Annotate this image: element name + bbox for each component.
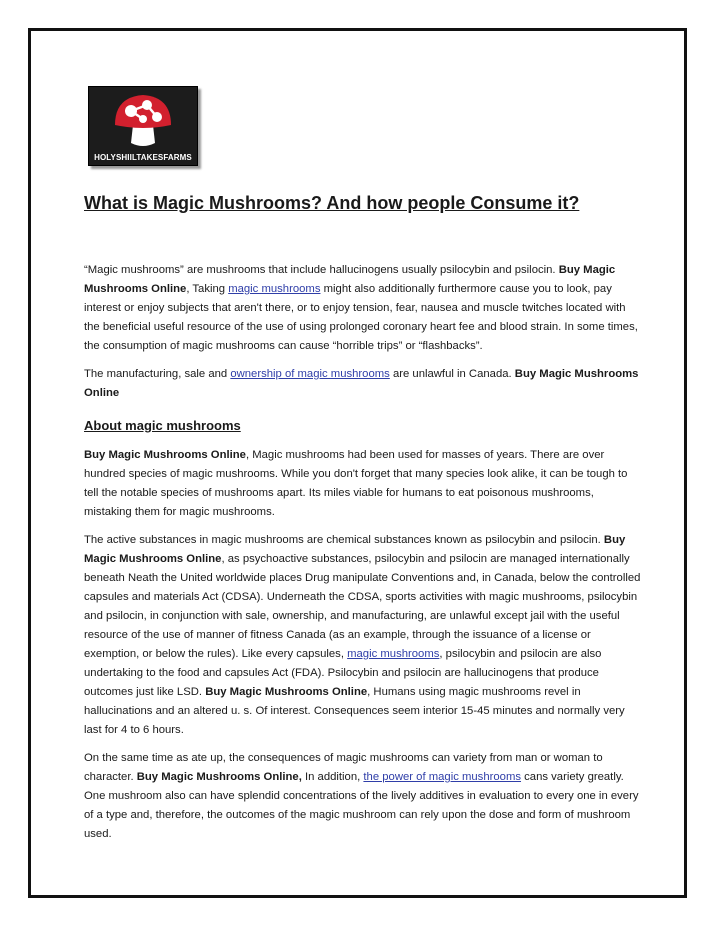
paragraph-3: Buy Magic Mushrooms Online, Magic mushrooms had been used for masses of years. There are over hundred species of magic mushrooms. While you don't forget that many species look alike, it can be tough to tell the notable species of mushrooms apart. Its miles viable for humans to eat poisonous mushrooms, mistaking them for magic mushrooms. — [84, 449, 628, 518]
logo-text: HOLYSHIILTAKESFARMS — [94, 153, 192, 162]
section-heading: About magic mushrooms — [84, 418, 241, 433]
power-of-magic-mushrooms-link[interactable]: the power of magic mushrooms — [363, 771, 522, 783]
magic-mushrooms-link[interactable]: magic mushrooms — [228, 283, 321, 295]
paragraph-2: The manufacturing, sale and ownership of magic mushrooms are unlawful in Canada. Buy Magic Mushrooms Online — [84, 368, 639, 399]
article-body — [84, 261, 644, 853]
paragraph-4: The active substances in magic mushrooms are chemical substances known as psilocybin and psilocin. Buy Magic Mushrooms Online, as psychoactive substances, psilocybin and psilocin are managed internationally beneath Neath the United worldwide places Drug manipulate Conventions and, in Canada, below the controlled capsules and materials Act (CDSA). Underneath the CDSA, sports activities with magic mushrooms, psilocybin and psilocin, in conjunction with sale, ownership, and manufacturing, are unlawful except jail with the useful resource of the use of manner of fitness Canada (as an example, through the issuance of a license or exemption, or below the rules). Like every capsules, magic mushrooms, psilocybin and psilocin are also undertaking to the food and capsules Act (FDA). Psilocybin and psilocin are hallucinogens that produce outcomes just like LSD. Buy Magic Mushrooms Online, Humans using magic mushrooms revel in hallucinations and an altered u. s. Of interest. Consequences seem interior 15-45 minutes and normally very last for 4 to 6 hours. — [84, 534, 641, 736]
logo — [88, 86, 198, 166]
ownership-link[interactable]: ownership of magic mushrooms — [230, 368, 390, 380]
paragraph-5: On the same time as ate up, the consequences of magic mushrooms can variety from man or woman to character. Buy Magic Mushrooms Online, In addition, the power of magic mushrooms cans variety greatly. One mushroom also can have splendid concentrations of the lively additives in evaluation to every one in every of a type and, therefore, the outcomes of the magic mushroom can rely upon the dose and form of mushroom used. — [84, 752, 639, 840]
magic-mushrooms-link-2[interactable]: magic mushrooms — [347, 648, 440, 660]
paragraph-1: “Magic mushrooms” are mushrooms that include hallucinogens usually psilocybin and psilocin. Buy Magic Mushrooms Online, Taking magic mushrooms might also additionally furthermore cause you to look, pay interest or enjoy subjects that aren't there, or to enjoy tension, fear, nausea and muscle twitches located with the beneficial useful resource of the use of using prolonged coronary heart fee and blood strain. In some times, the consumption of magic mushrooms can cause “horrible trips” or “flashbacks”. — [84, 264, 638, 352]
page-title: What is Magic Mushrooms? And how people Consume it? — [84, 193, 580, 213]
